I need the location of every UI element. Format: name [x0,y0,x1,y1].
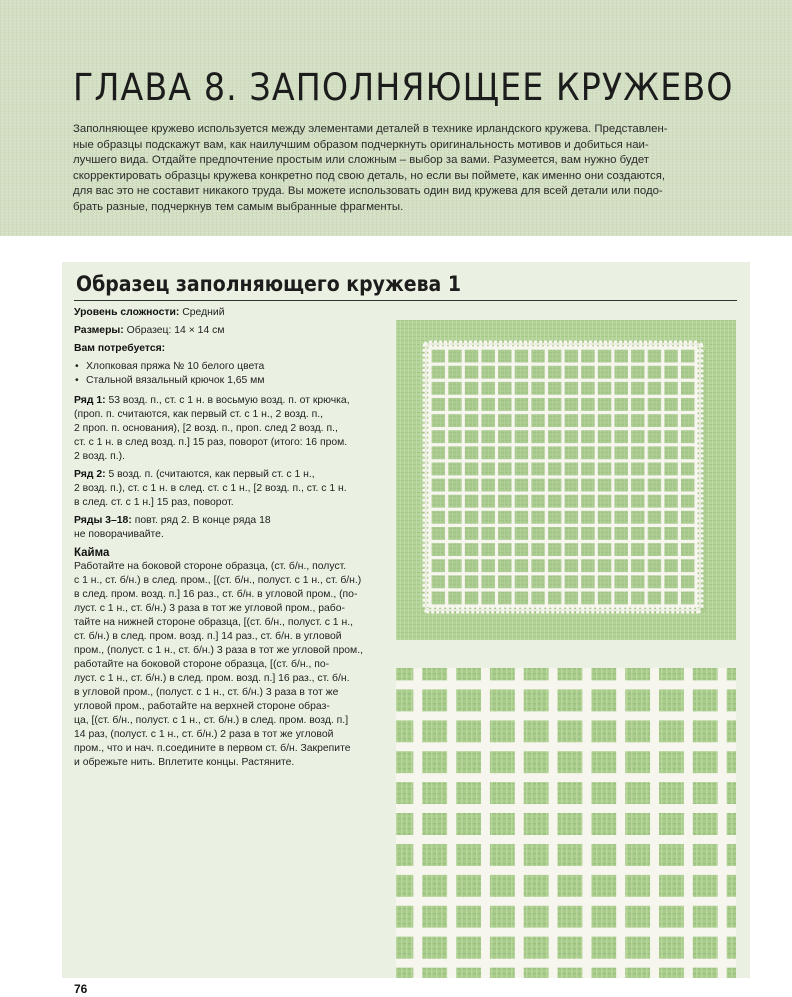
chapter-title: ГЛАВА 8. ЗАПОЛНЯЮЩЕЕ КРУЖЕВО [73,66,734,109]
chapter-intro [73,122,735,215]
materials-label: Вам потребуется: [74,343,166,354]
edging-instructions: Работайте на боковой стороне образца, (ст. б/н., полуст. с 1 н., ст. б/н.) в след. пром., [(ст. б/н., полуст. с 1 н., ст. б/н.) в след. пром. возд. п.] 16 раз., ст. б/н. в угловой пром., (по- луст. с 1 н., ст. б/н.) 3 раза в тот же угловой пром., рабо- тайте на нижней стороне образца, [(ст. б/н., полуст. с 1 н., ст. б/н.) в след. пром. возд. п.] 14 раз., ст. б/н. в угловой пром., (полуст. с 1 н., ст. б/н.) 3 раза в тот же угловой пром., работайте на боковой стороне образца, [(ст. б/н., по- луст. с 1 н., ст. б/н.) в след. пром. возд. п.] 16 раз., ст. б/н. в угловой пром., (полуст. с 1 н., ст. б/н.) 3 раза в тот же угловой пром., работайте на верхней стороне образ- ца, [(ст. б/н., полуст. с 1 н., ст. б/н.) в след. пром. возд. п.] 14 раз, (полуст. с 1 н., ст. б/н.) 2 раза в тот же угловой пром., что и нач. п.соедините в первом ст. б/н. Закрепите и обрежьте нить. Вплетите концы. Растяните. [74,561,363,768]
intro-line: Заполняющее кружево используется между элементами деталей в технике ирландского кружева. Представлен- [73,123,668,135]
section-title: Образец заполняющего кружева 1 [76,272,462,296]
lace-closeup-image [396,668,736,978]
bullet-icon: • [75,361,79,372]
edging-title: Кайма [74,547,110,559]
bullet-icon: • [75,375,79,386]
row-label: Ряды 3–18: [74,515,132,526]
size [74,324,392,338]
row-label: Ряд 1: [74,395,106,406]
lace-sample-image [396,320,736,640]
row-1-instructions: Ряд 1: 53 возд. п., ст. с 1 н. в восьмую возд. п. от крючка, (проп. п. считаются, как первый ст. с 1 н., 2 возд. п., 2 проп. п. основания), [2 возд. п., проп. след 2 возд. п., ст. с 1 н. в след возд. п.] 15 раз, поворот (итого: 16 пром. 2 возд. п.). [74,395,350,462]
materials-list [74,360,392,388]
pattern-instructions [74,306,392,770]
difficulty [74,306,392,320]
lace-sample-photo [396,320,736,640]
row-2-instructions: Ряд 2: 5 возд. п. (считаются, как первый ст. с 1 н., 2 возд. п.), ст. с 1 н. в след. ст. с 1 н., [2 возд. п., ст. с 1 н. в след. ст. с 1 н.] 15 раз, поворот. [74,469,347,508]
intro-line: для вас это не составит никакого труда. Вы можете использовать один вид кружева для всей детали или подо- [73,185,663,197]
rows-3-18-instructions: Ряды 3–18: повт. ряд 2. В конце ряда 18 не поворачивайте. [74,515,271,540]
intro-line: брать разные, подчеркнув тем самым выбранные фрагменты. [73,200,404,213]
list-item: • Стальной вязальный крючок 1,65 мм [75,375,265,386]
difficulty-label: Уровень сложности: [74,307,180,318]
size-label: Размеры: [74,325,124,336]
intro-line: скорректировать образцы кружева конкретно под свою деталь, но если вы поймете, как именно они создаются, [73,169,666,182]
difficulty-value: Средний [182,307,225,318]
lace-closeup-photo [396,668,736,978]
size-value: Образец: 14 × 14 см [126,325,225,336]
list-item: • Хлопковая пряжа № 10 белого цвета [75,361,265,372]
row-label: Ряд 2: [74,469,106,480]
section-title-rule [74,300,737,301]
intro-line: ные образцы подскажут вам, как наилучшим образом подчеркнуть оригинальность мотивов и добиться наи- [73,138,649,151]
page-number: 76 [74,982,88,996]
intro-line: лучшего вида. Отдайте предпочтение простым или сложным – выбор за вами. Разумеется, вам нужно будет [73,154,650,166]
